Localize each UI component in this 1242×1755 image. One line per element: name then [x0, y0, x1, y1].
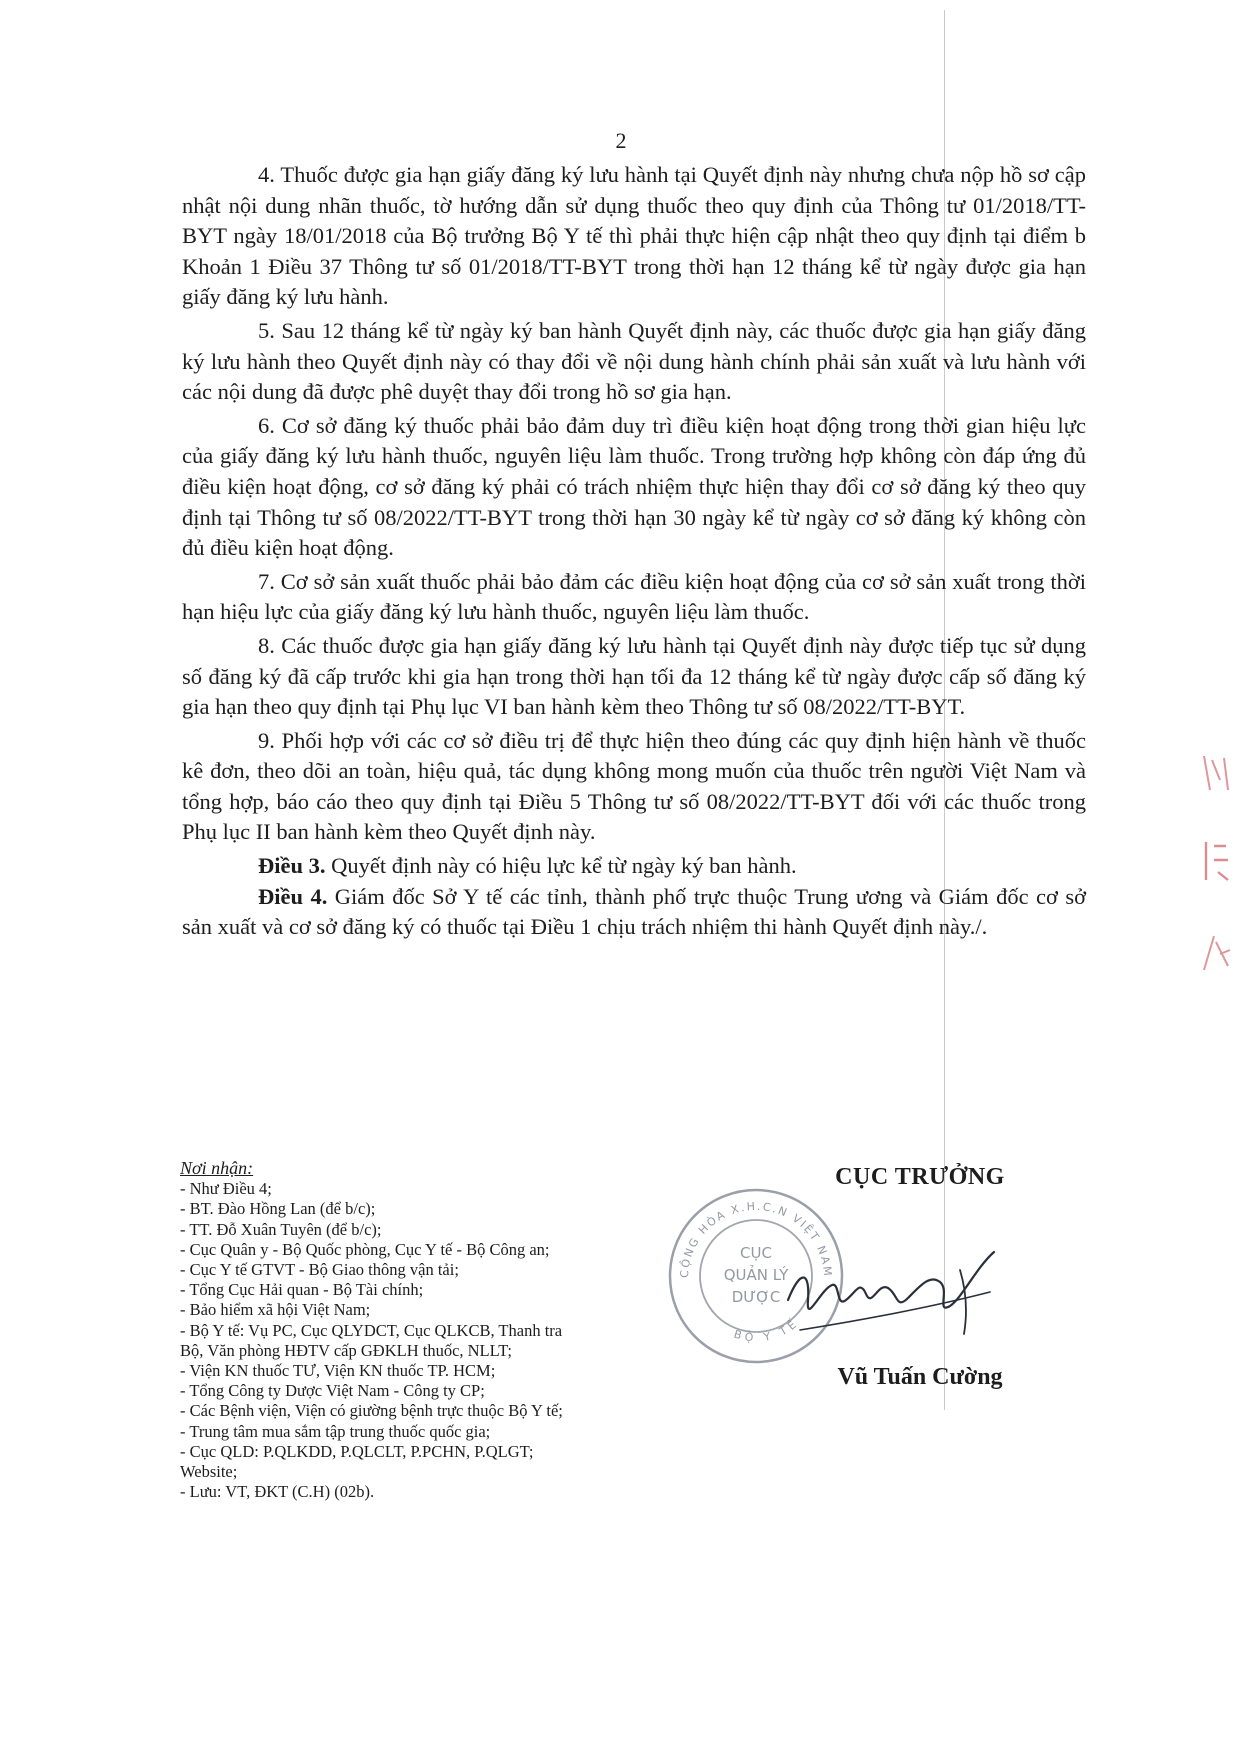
recipient-item: - Tổng Cục Hải quan - Bộ Tài chính; — [180, 1280, 424, 1300]
article-4 — [182, 882, 1086, 943]
recipient-item: - Viện KN thuốc TƯ, Viện KN thuốc TP. HCM; — [180, 1361, 496, 1381]
seal-ring-text: CỘNG HÒA X.H.C.N VIỆT NAM — [677, 1199, 835, 1279]
recipient-item: - Cục QLD: P.QLKDD, P.QLCLT, P.PCHN, P.QLGT; — [180, 1441, 534, 1461]
margin-stamp-mark — [1198, 930, 1234, 976]
seal-line-2: QUẢN LÝ — [723, 1266, 789, 1284]
page-number: 2 — [615, 128, 627, 153]
article-3-label: Điều 3. — [258, 853, 326, 879]
recipient-item: - Tổng Công ty Dược Việt Nam - Công ty CP; — [180, 1381, 485, 1401]
seal-bottom-text: BỘ Y TẾ — [732, 1315, 802, 1345]
recipient-item: - Các Bệnh viện, Viện có giường bệnh trực thuộc Bộ Y tế; — [180, 1401, 563, 1421]
signer-title: CỤC TRƯỞNG — [835, 1164, 1005, 1190]
recipient-item: - TT. Đỗ Xuân Tuyên (để b/c); — [180, 1219, 382, 1239]
paragraph-8: 8. Các thuốc được gia hạn giấy đăng ký lưu hành tại Quyết định này được tiếp tục sử dụng số đăng ký đã cấp trước khi gia hạn trong thời hạn tối đa 12 tháng kể từ ngày được cấp số đăng ký gia hạn theo quy định tại Phụ lục VI ban hành kèm theo Thông tư số 08/2022/TT-BYT. — [182, 632, 1086, 720]
margin-stamp-mark — [1198, 836, 1234, 886]
recipient-item: - Như Điều 4; — [180, 1179, 272, 1199]
recipient-item: - Trung tâm mua sắm tập trung thuốc quốc gia; — [180, 1421, 491, 1441]
paragraph-6: 6. Cơ sở đăng ký thuốc phải bảo đảm duy trì điều kiện hoạt động trong thời gian hiệu lực của giấy đăng ký lưu hành thuốc, nguyên liệu làm thuốc. Trong trường hợp không còn đáp ứng đủ điều kiện hoạt động, cơ sở đăng ký phải có trách nhiệm thực hiện thay đổi cơ sở đăng ký theo quy định tại Thông tư số 08/2022/TT-BYT trong thời hạn 30 ngày kể từ ngày cơ sở đăng ký không còn đủ điều kiện hoạt động. — [182, 412, 1086, 561]
recipient-item: - Cục Quân y - Bộ Quốc phòng, Cục Y tế - Bộ Công an; — [180, 1239, 550, 1259]
document-body — [182, 160, 1086, 943]
recipient-item: - Bảo hiểm xã hội Việt Nam; — [180, 1300, 371, 1320]
recipient-item: Bộ, Văn phòng HĐTV cấp GĐKLH thuốc, NLLT; — [180, 1340, 512, 1360]
recipients-block — [180, 1158, 740, 1502]
paragraph-9: 9. Phối hợp với các cơ sở điều trị để thực hiện theo đúng các quy định hiện hành về thuốc kê đơn, theo dõi an toàn, hiệu quả, tác dụng không mong muốn của thuốc trên người Việt Nam và tổng hợp, báo cáo theo quy định tại Điều 5 Thông tư số 08/2022/TT-BYT đối với các thuốc trong Phụ lục II ban hành kèm theo Quyết định này. — [182, 727, 1086, 845]
seal-line-3: DƯỢC — [731, 1288, 781, 1306]
seal-line-1: CỤC — [740, 1244, 772, 1262]
margin-stamp-mark — [1198, 750, 1234, 796]
recipient-item: Website; — [180, 1462, 238, 1482]
article-3 — [182, 851, 1086, 882]
article-3-text: Quyết định này có hiệu lực kể từ ngày ký ban hành. — [325, 853, 797, 879]
recipient-item: - Cục Y tế GTVT - Bộ Giao thông vận tải; — [180, 1260, 459, 1280]
recipient-item: - Bộ Y tế: Vụ PC, Cục QLYDCT, Cục QLKCB, Thanh tra — [180, 1320, 563, 1340]
signer-name: Vũ Tuấn Cường — [837, 1364, 1003, 1390]
recipient-item: - Lưu: VT, ĐKT (C.H) (02b). — [180, 1482, 375, 1502]
article-4-text: Giám đốc Sở Y tế các tỉnh, thành phố trực thuộc Trung ương và Giám đốc cơ sở sản xuất và cơ sở đăng ký có thuốc tại Điều 1 chịu trách nhiệm thi hành Quyết định này./. — [182, 883, 1086, 940]
article-4-label: Điều 4. — [258, 883, 328, 909]
paragraph-4: 4. Thuốc được gia hạn giấy đăng ký lưu hành tại Quyết định này nhưng chưa nộp hồ sơ cập nhật nội dung nhãn thuốc, tờ hướng dẫn sử dụng thuốc theo quy định của Thông tư 01/2018/TT-BYT ngày 18/01/2018 của Bộ trưởng Bộ Y tế thì phải thực hiện cập nhật theo quy định tại điểm b Khoản 1 Điều 37 Thông tư số 01/2018/TT-BYT trong thời hạn 12 tháng kể từ ngày được gia hạn giấy đăng ký lưu hành. — [182, 162, 1086, 310]
recipient-item: - BT. Đào Hồng Lan (để b/c); — [180, 1199, 376, 1219]
paragraph-7: 7. Cơ sở sản xuất thuốc phải bảo đảm các điều kiện hoạt động của cơ sở sản xuất trong thời hạn hiệu lực của giấy đăng ký lưu hành thuốc, nguyên liệu làm thuốc. — [182, 568, 1086, 625]
handwritten-signature — [780, 1230, 1010, 1350]
recipients-heading: Nơi nhận: — [180, 1158, 254, 1178]
paragraph-5: 5. Sau 12 tháng kể từ ngày ký ban hành Quyết định này, các thuốc được gia hạn giấy đăng ký lưu hành theo Quyết định này có thay đổi về nội dung hành chính phải sản xuất và lưu hành với các nội dung đã được phê duyệt thay đổi trong hồ sơ gia hạn. — [182, 317, 1086, 405]
signature-block — [770, 1164, 1070, 1390]
